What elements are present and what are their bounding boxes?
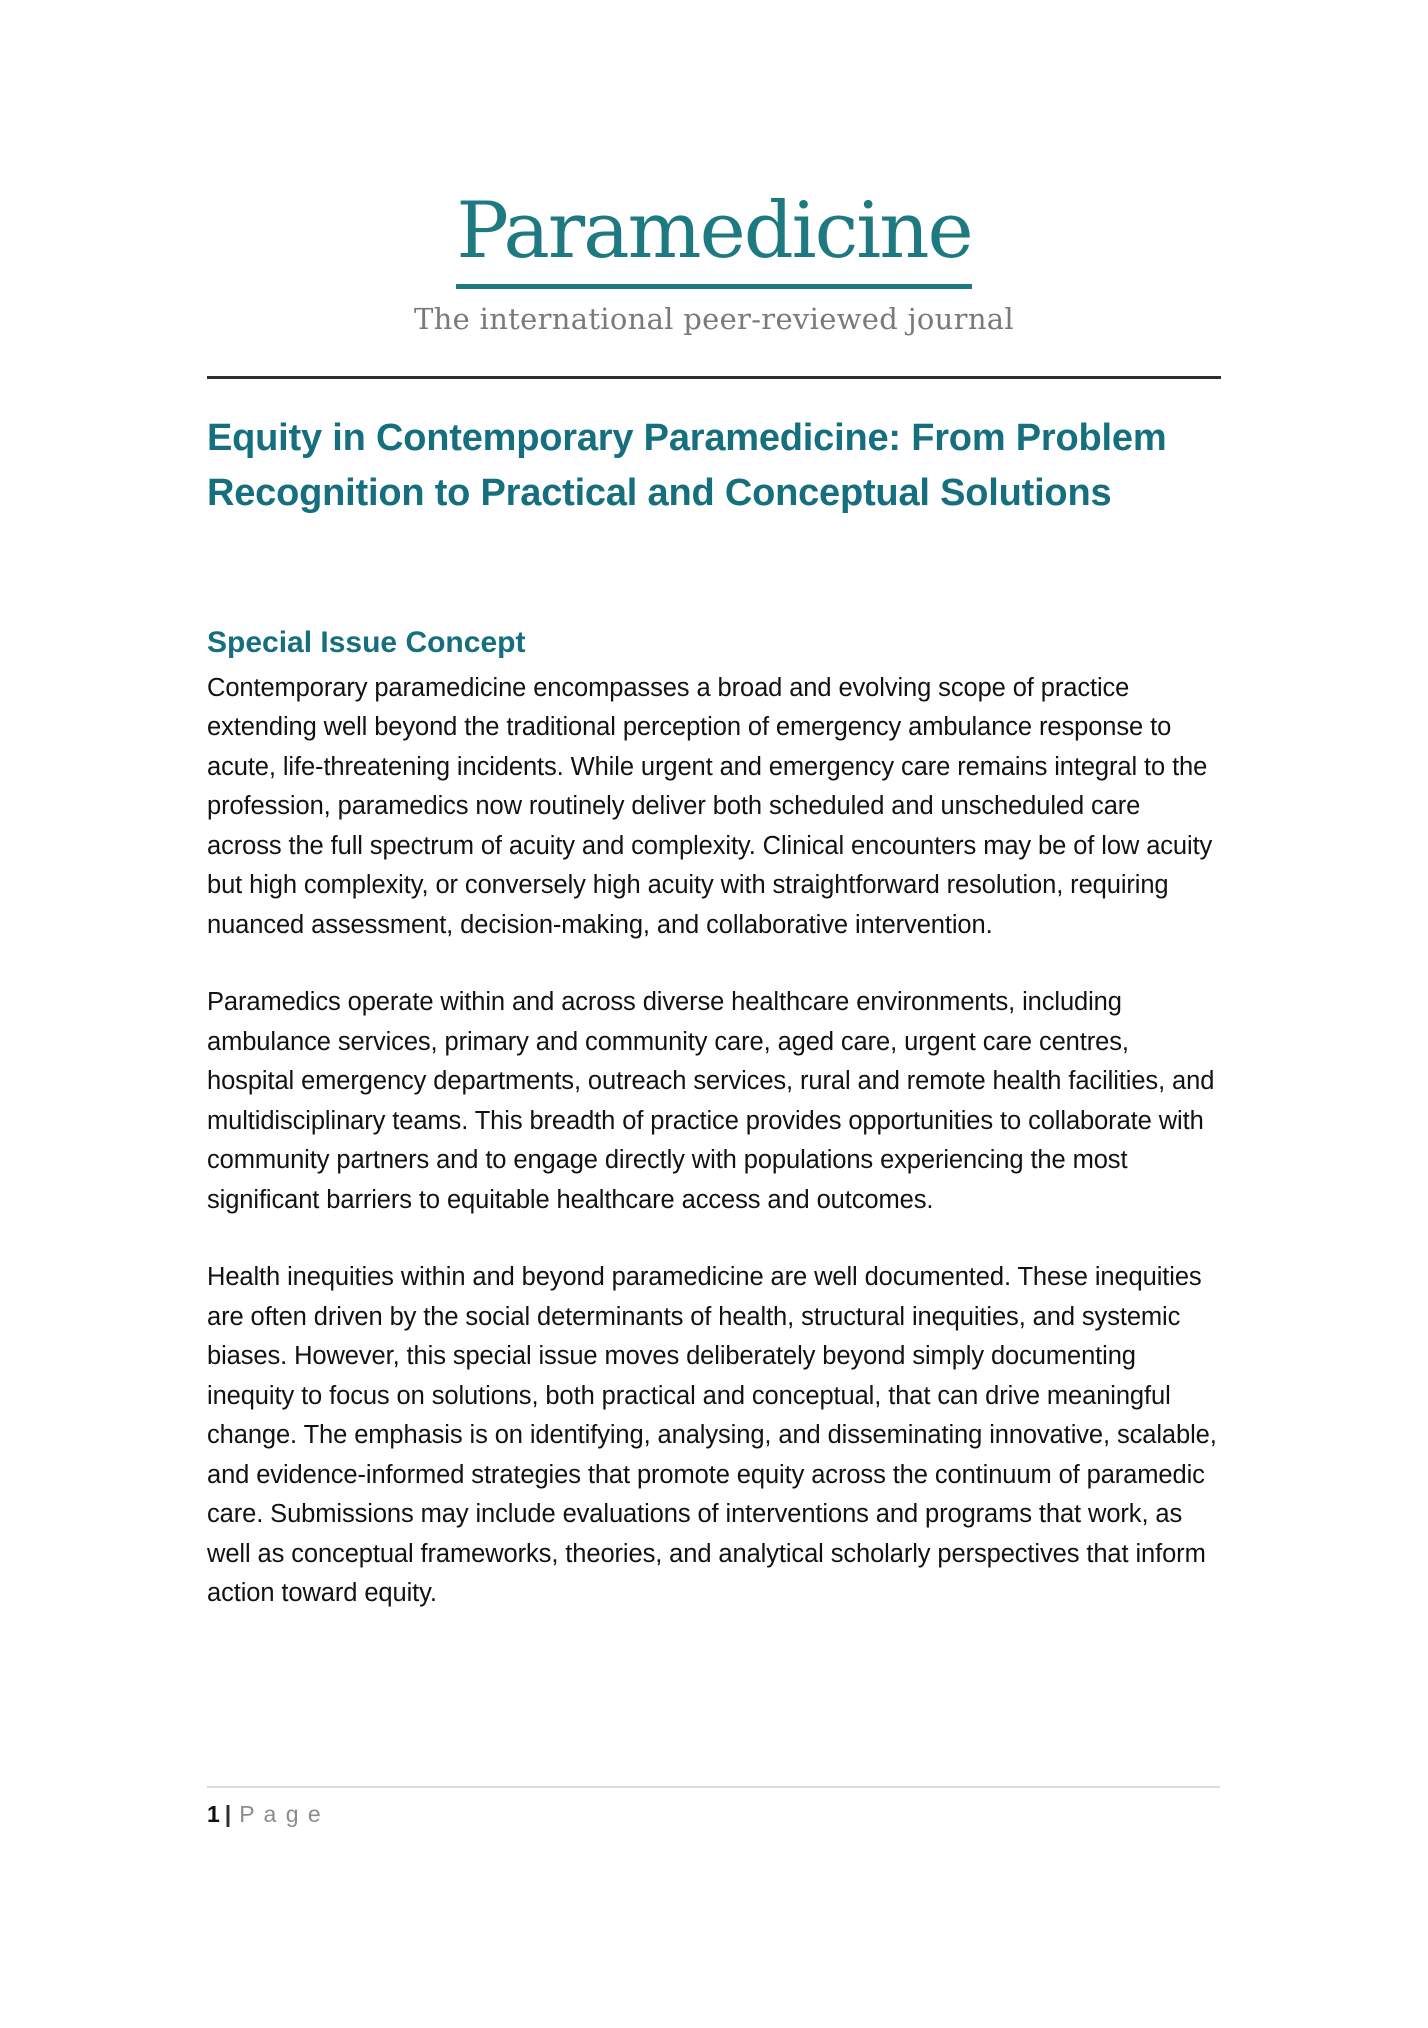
paragraph-concept-scope: Contemporary paramedicine encompasses a broad and evolving scope of practice extending well beyond the traditional perception of emergency ambulance response to acute, life-threatening incidents. While urgent and emergency care remains integral to the profession, paramedics now routinely deliver both scheduled and unscheduled care across the full spectrum of acuity and complexity. Clinical encounters may be of low acuity but high complexity, or conversely high acuity with straightforward resolution, requiring nuanced assessment, decision-making, and collaborative intervention. [207,673,1213,939]
journal-masthead [207,0,1221,379]
paragraph-health-inequities: Health inequities within and beyond paramedicine are well documented. These inequities are often driven by the social determinants of health, structural inequities, and systemic biases. However, this special issue moves deliberately beyond simply documenting inequity to focus on solutions, both practical and conceptual, that can drive meaningful change. The emphasis is on identifying, analysing, and disseminating innovative, scalable, and evidence-informed strategies that promote equity across the continuum of paramedic care. Submissions may include evaluations of interventions and programs that work, as well as conceptual frameworks, theories, and analytical scholarly perspectives that inform action toward equity. [207,1263,1217,1608]
page-number: 1 [207,1801,220,1827]
paragraph-practice-environments: Paramedics operate within and across diverse healthcare environments, including ambulance services, primary and community care, aged care, urgent care centres, hospital emergency departments, outreach services, rural and remote health facilities, and multidisciplinary teams. This breadth of practice provides opportunities to collaborate with community partners and to engage directly with populations experiencing the most significant barriers to equitable healthcare access and outcomes. [207,988,1215,1214]
page-footer [207,1786,1220,1829]
footer-page-label: P a g e [239,1801,323,1827]
footer-divider [207,1786,1220,1788]
document-body [207,411,1221,1614]
journal-logo-block [456,186,972,289]
document-title: Equity in Contemporary Paramedicine: From Problem Recognition to Practical and Conceptual Solutions [207,416,1167,514]
journal-tagline: The international peer-reviewed journal [414,301,1014,336]
footer-text [207,1799,1220,1829]
section-heading: Special Issue Concept [207,625,526,659]
journal-logo: Paramedicine [456,186,972,276]
header-divider [207,376,1221,379]
footer-separator: | [224,1801,232,1827]
